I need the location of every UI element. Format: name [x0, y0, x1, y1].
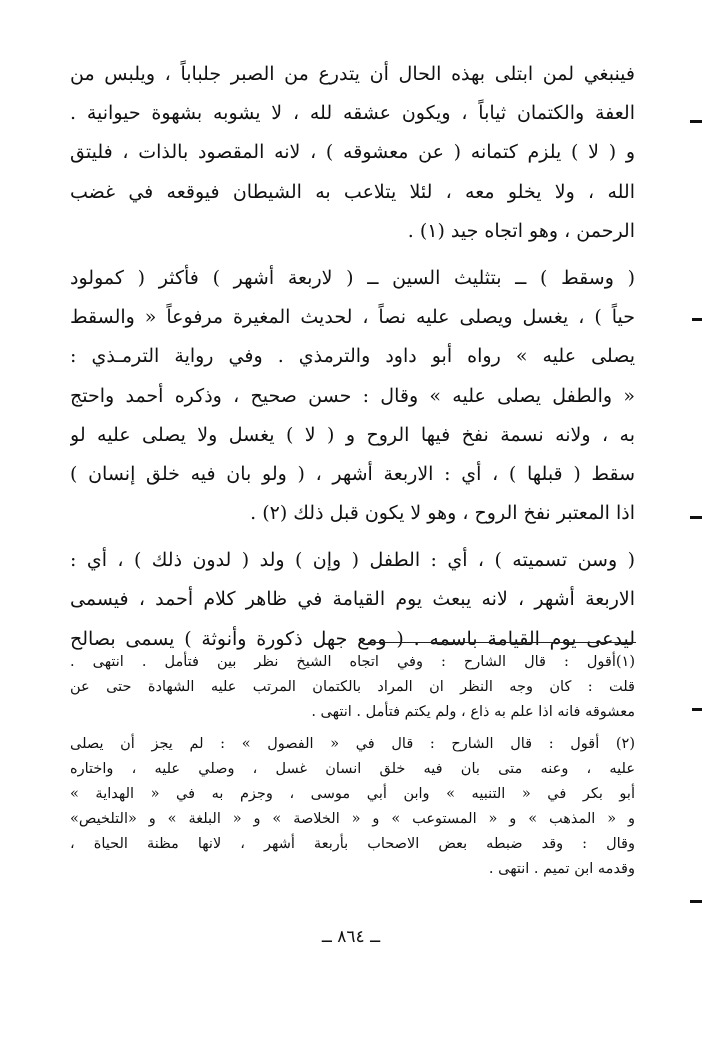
text-line: الاربعة أشهر ، لانه يبعث يوم القيامة في ظاهر كلام أحمد ، فيسمى	[70, 588, 635, 611]
footnote-line: (١)أقول : قال الشارح : وفي اتجاه الشيخ نظر بين فتأمل . انتهى .	[70, 654, 635, 670]
main-text	[70, 55, 635, 659]
text-line: العفة والكتمان ثياباً ، ويكون عشقه لله ، لا يشوبه بشهوة حيوانية .	[70, 102, 635, 125]
page-number: ــ ٨٦٤ ــ	[321, 927, 381, 947]
footnote-line: قلت : كان وجه النظر ان المراد بالكتمان المرتب عليه الشهادة حتى عن	[70, 679, 635, 695]
text-line: اذا المعتبر نفخ الروح ، وهو لا يكون قبل ذلك (٢) .	[250, 502, 635, 525]
scan-edge-mark	[690, 516, 702, 519]
text-line: سقط ( قبلها ) ، أي : الاربعة أشهر ، ( ولو بان فيه خلق إنسان )	[70, 462, 635, 485]
text-line: يصلى عليه » رواه أبو داود والترمذي . وفي رواية الترمـذي :	[70, 345, 635, 368]
footnote-line: وقال : وقد ضبطه بعض الاصحاب بأربعة أشهر ، لانها مظنة الحياة ،	[70, 836, 635, 852]
footnote-line: أبو بكر في « التنبيه » وابن أبي موسى ، وجزم به في « الهداية »	[70, 786, 635, 802]
text-line: الرحمن ، وهو اتجاه جيد (١) .	[407, 219, 635, 242]
footnote-line: و « المذهب » و « المستوعب » و « الخلاصة » و « البلغة » و «التلخيص»	[70, 811, 635, 827]
scan-edge-mark	[692, 318, 702, 321]
text-line: فينبغي لمن ابتلى بهذه الحال أن يتدرع من الصبر جلباباً ، ويلبس من	[70, 63, 635, 85]
footnotes	[70, 650, 635, 882]
footnote-line: معشوقه فانه اذا علم به ذاع ، ولم يكتم فتأمل . انتهى .	[311, 704, 635, 720]
text-line: ليدعى يوم القيامة باسمه . ( ومع جهل ذكورة وأنوثة ) يسمى بصالح	[70, 627, 635, 650]
text-line: الله ، ولا يخلو معه ، لئلا يتلاعب به الشيطان فيوقعه في غضب	[70, 180, 635, 203]
footnote-line: عليه ، وعنه متى بان فيه خلق انسان غسل ، وصلي عليه ، واختاره	[70, 761, 635, 777]
text-line: ( وسقط ) ــ بتثليث السين ــ ( لاربعة أشهر ) فأكثر ( كمولود	[70, 266, 635, 289]
text-line: و ( لا ) يلزم كتمانه ( عن معشوقه ) ، لانه المقصود بالذات ، فليتق	[70, 141, 635, 164]
footnote-line: (٢) أقول : قال الشارح : قال في « الفصول » : لم يجز أن يصلى	[70, 736, 635, 752]
scan-edge-mark	[692, 708, 702, 711]
scan-edge-mark	[690, 900, 702, 903]
text-line: حياً ) ، يغسل ويصلى عليه نصاً ، لحديث المغيرة مرفوعاً « والسقط	[70, 306, 635, 329]
footnote-separator	[368, 642, 636, 643]
footnote-line: وقدمه ابن تميم . انتهى .	[488, 861, 635, 877]
scan-edge-mark	[690, 120, 702, 123]
text-line: به ، ولانه نسمة نفخ فيها الروح و ( لا ) يغسل ولا يصلى عليه لو	[70, 423, 635, 446]
text-line: « والطفل يصلى عليه » وقال : حسن صحيح ، وذكره أحمد واحتج	[70, 384, 635, 407]
text-line: ( وسن تسميته ) ، أي : الطفل ( وإن ) ولد ( لدون ذلك ) ، أي :	[70, 549, 635, 572]
